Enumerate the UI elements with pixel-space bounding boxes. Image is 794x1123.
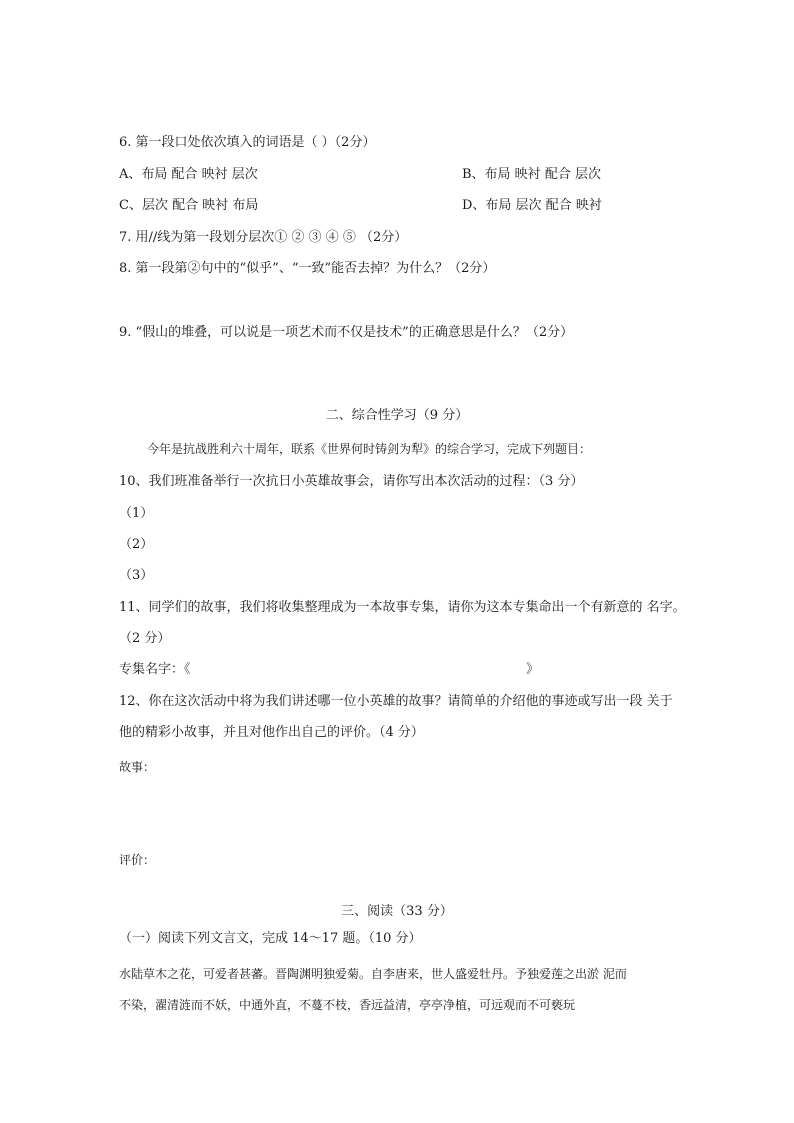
q7-question: 7. 用//线为第一段划分层次① ② ③ ④ ⑤ （2分） (119, 230, 408, 245)
q6-question: 6. 第一段口处依次填入的词语是（ ）（2分） (119, 135, 376, 150)
q6-option-b: B、布局 映衬 配合 层次 (462, 167, 601, 182)
q11-score: （2 分） (119, 631, 171, 646)
section3-title: 三、阅读（33 分） (341, 904, 453, 919)
album-name-label: 专集名字：《 (119, 662, 191, 677)
q12-question: 12、你在这次活动中将为我们讲述哪一位小英雄的故事？请简单的介绍他的事迹或写出一段 关于 (119, 694, 673, 709)
classical-text-line-2: 不染，濯清涟而不妖，中通外直，不蔓不枝，香远益清，亭亭净植，可远观而不可亵玩 (119, 998, 576, 1012)
q11-question: 11、同学们的故事，我们将收集整理成为一本故事专集，请你为这本专集命出一个有新意的 名字。 (119, 600, 686, 615)
q12-question-cont: 他的精彩小故事，并且对他作出自己的评价。（4 分） (119, 725, 424, 740)
q6-option-d: D、布局 层次 配合 映衬 (462, 198, 602, 213)
q6-option-a: A、布局 配合 映衬 层次 (119, 167, 258, 182)
section3-subtitle: （一）阅读下列文言文，完成 14～17 题。（10 分） (119, 931, 422, 946)
q10-question: 10、我们班准备举行一次抗日小英雄故事会，请你写出本次活动的过程：（3 分） (119, 474, 584, 489)
section2-intro: 今年是抗战胜利六十周年，联系《世界何时铸剑为犁》的综合学习，完成下列题目： (147, 442, 592, 456)
q10-step-2: （2） (119, 537, 154, 552)
q10-step-1: （1） (119, 506, 154, 521)
q9-question: 9. “假山的堆叠，可以说是一项艺术而不仅是技术”的正确意思是什么？（2分） (119, 325, 574, 340)
q10-step-3: （3） (119, 568, 154, 583)
album-name-close: 》 (526, 662, 540, 677)
story-label: 故事： (119, 760, 156, 774)
q6-option-c: C、层次 配合 映衬 布局 (119, 198, 259, 213)
comment-label: 评价： (119, 853, 156, 867)
classical-text-line-1: 水陆草木之花，可爱者甚蕃。晋陶渊明独爱菊。自李唐来，世人盛爱牡丹。予独爱莲之出淤 泥而 (119, 967, 627, 981)
q8-question: 8. 第一段第②句中的“似乎”、“一致”能否去掉？为什么？（2分） (119, 261, 496, 276)
section2-title: 二、综合性学习（9 分） (325, 408, 469, 423)
